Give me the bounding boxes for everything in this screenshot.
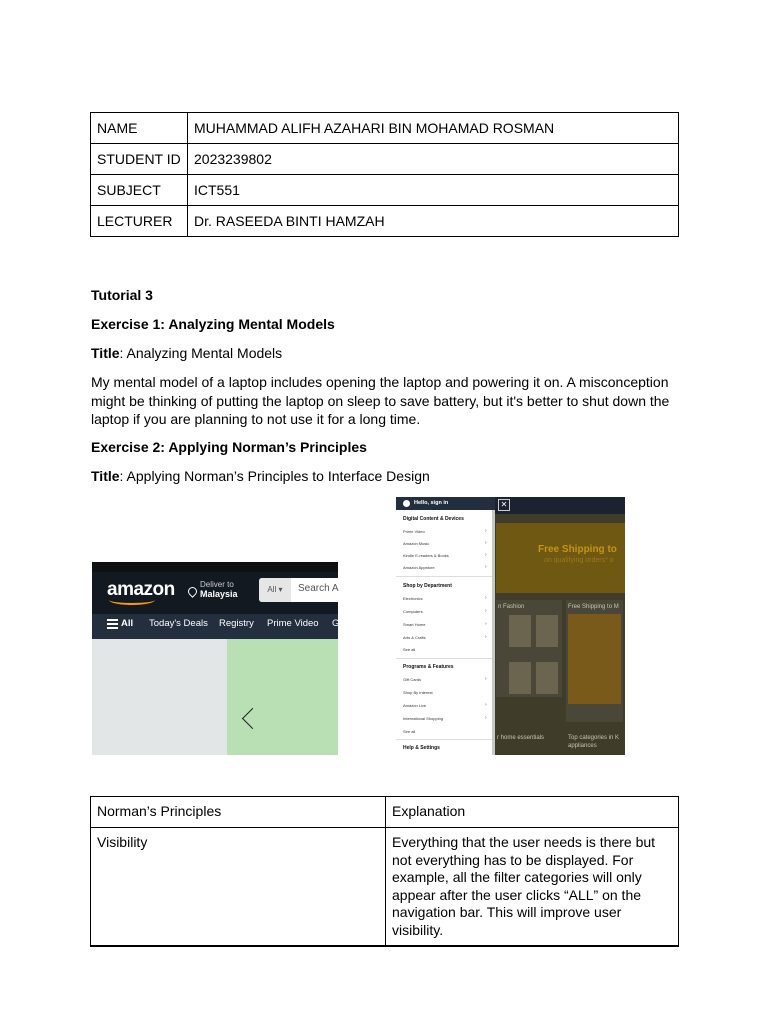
search-category-label: All [267,585,277,594]
close-menu-button[interactable]: ✕ [498,499,510,511]
name-value: MUHAMMAD ALIFH AZAHARI BIN MOHAMAD ROSMAN [188,113,679,144]
exercise2-heading: Exercise 2: Applying Norman’s Principles [91,439,367,455]
menu-item[interactable]: Amazon Live [403,703,427,708]
chevron-right-icon: › [485,595,487,601]
menu-item[interactable]: Amazon Music [403,541,430,546]
table-row [91,144,679,175]
title-label: Title [91,345,120,361]
chevron-right-icon: › [485,528,487,534]
amazon-header-screenshot [92,562,338,755]
table-row [91,828,679,947]
nav-registry[interactable]: Registry [219,618,254,629]
top-strip [92,562,338,572]
table-row [91,113,679,144]
explanation-cell: Everything that the user needs is there but not everything has to be displayed. For example, all the filter categories will only appear after the user clicks “ALL” on the navigation bar. This will improve user visibility. [386,828,679,947]
search-category-select[interactable]: All ▾ [259,578,291,602]
chevron-right-icon: › [485,702,487,708]
exercise1-body: My mental model of a laptop includes opening the laptop and powering it on. A misconception might be thinking of putting the laptop on sleep to save battery, but it's better to shut down the laptop if you are planning to not use it for a long time. [91,374,670,427]
exercise1-title [91,344,671,363]
student-id-value: 2023239802 [188,144,679,175]
product-thumbnail[interactable] [536,615,558,647]
lecturer-label: LECTURER [91,206,188,237]
table-row [91,206,679,237]
banner-subtitle: on qualifying orders* o [544,557,614,564]
exercise1-heading: Exercise 1: Analyzing Mental Models [91,316,335,332]
user-avatar-icon [403,500,410,507]
menu-item[interactable]: Shop By Interest [403,690,433,695]
chevron-right-icon: › [485,564,487,570]
lecturer-value: Dr. RASEEDA BINTI HAMZAH [188,206,679,237]
menu-item[interactable]: International Shopping [403,716,444,721]
table-row [91,175,679,206]
chevron-right-icon: › [485,552,487,558]
card-label: Top categories in K [568,735,620,741]
title-label: Title [91,468,120,484]
card-label: r home essentials [497,735,545,741]
title-text: : Applying Norman’s Principles to Interface Design [119,468,430,484]
principles-table [90,796,679,947]
product-thumbnail[interactable] [509,615,531,647]
menu-section-title: Shop by Department [403,583,452,589]
amazon-smile-icon [109,595,155,605]
nav-todays-deals[interactable]: Today's Deals [149,618,208,629]
subject-value: ICT551 [188,175,679,206]
sign-in-greeting[interactable]: Hello, sign in [414,500,449,506]
menu-divider [396,739,495,740]
table-header-row [91,797,679,828]
amazon-menu-screenshot [396,497,625,755]
menu-item[interactable]: Prime Video [403,529,425,534]
deliver-country[interactable]: Malaysia [200,589,238,599]
menu-item[interactable]: Kindle E-readers & Books [403,553,449,558]
menu-item-see-all[interactable]: See all [403,729,416,734]
menu-item[interactable]: Gift Cards [403,677,422,682]
product-thumbnail[interactable] [536,662,558,694]
subject-label: SUBJECT [91,175,188,206]
nav-prime-video[interactable]: Prime Video [267,618,319,629]
menu-section-title: Help & Settings [403,745,440,751]
card-label: Free Shipping to M [568,604,619,610]
chevron-right-icon: › [485,608,487,614]
student-id-label: STUDENT ID [91,144,188,175]
hero-banner [227,639,338,755]
nav-all[interactable]: All [121,618,134,629]
menu-divider [396,576,495,577]
amazon-logo[interactable]: amazon [107,579,175,600]
menu-section-title: Digital Content & Devices [403,516,464,522]
chevron-right-icon: › [485,676,487,682]
menu-divider [396,658,495,659]
product-thumbnail[interactable] [509,662,531,694]
chevron-right-icon: › [485,715,487,721]
name-label: NAME [91,113,188,144]
menu-item[interactable]: Computers [403,609,423,614]
card-label: appliances [568,743,597,749]
principle-header: Norman’s Principles [91,797,386,828]
chevron-right-icon: › [485,634,487,640]
menu-scrollbar[interactable] [492,510,495,755]
menu-item[interactable]: Electronics [403,596,423,601]
product-image[interactable] [568,614,621,704]
side-menu-panel [396,510,495,755]
tutorial-heading: Tutorial 3 [91,287,153,303]
deliver-to-label: Deliver to [200,580,234,589]
menu-item[interactable]: Amazon Appstore [403,565,435,570]
student-info-table [90,112,679,237]
menu-section-title: Programs & Features [403,664,454,670]
chevron-right-icon: › [485,540,487,546]
principle-cell: Visibility [91,828,386,947]
chevron-right-icon: › [485,621,487,627]
menu-item[interactable]: Arts & Crafts [403,635,426,640]
menu-item-see-all[interactable]: See all [403,647,416,652]
nav-more[interactable]: G [332,618,340,629]
menu-item[interactable]: Smart Home [403,622,426,627]
hamburger-menu-icon[interactable] [107,619,118,629]
search-placeholder: Search A [298,583,339,594]
banner-title: Free Shipping to [538,544,617,555]
explanation-header: Explanation [386,797,679,828]
exercise2-title [91,467,671,486]
card-label: n Fashion [498,604,525,610]
title-text: : Analyzing Mental Models [119,345,283,361]
